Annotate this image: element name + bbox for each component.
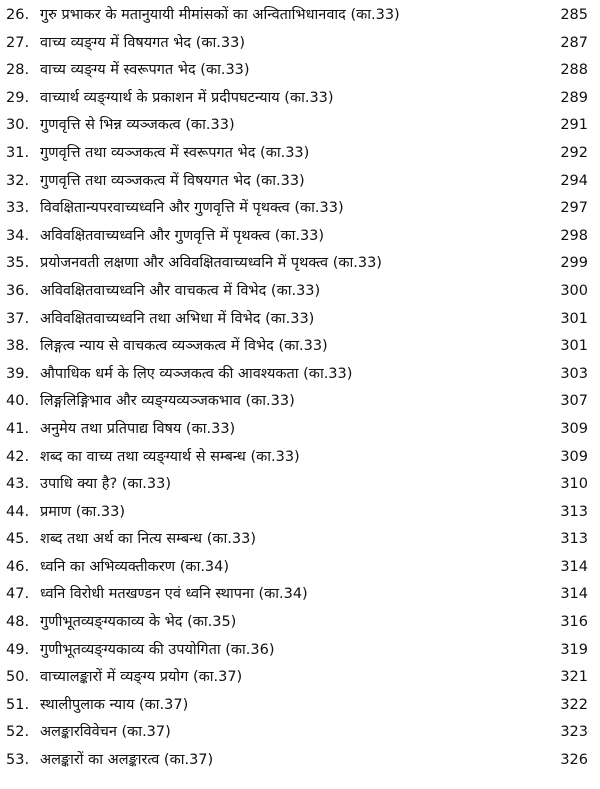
toc-entry-number: 41. bbox=[6, 420, 30, 437]
toc-entry-number: 53. bbox=[6, 752, 30, 769]
toc-entry-page-number: 288 bbox=[560, 62, 588, 79]
toc-entry-title: अविवक्षितवाच्यध्वनि तथा अभिधा में विभेद (का.33) bbox=[40, 310, 315, 327]
toc-entry-page-number: 310 bbox=[560, 476, 588, 493]
toc-entry-number: 27. bbox=[6, 34, 30, 51]
toc-entry-title: शब्द का वाच्य तथा व्यङ्ग्यार्थ से सम्बन्ध (का.33) bbox=[40, 448, 300, 465]
toc-entry-number: 28. bbox=[6, 62, 30, 79]
toc-entry-number: 33. bbox=[6, 200, 30, 217]
toc-entry-title: गुणवृत्ति से भिन्न व्यञ्जकत्व (का.33) bbox=[40, 117, 235, 134]
toc-entry-title: विवक्षितान्यपरवाच्यध्वनि और गुणवृत्ति में पृथक्त्व (का.33) bbox=[40, 200, 344, 217]
toc-entry-number: 45. bbox=[6, 531, 30, 548]
toc-entry-number: 51. bbox=[6, 696, 30, 713]
toc-entry-page-number: 301 bbox=[560, 338, 588, 355]
toc-entry-page-number: 285 bbox=[560, 7, 588, 23]
toc-entry-number: 50. bbox=[6, 669, 30, 686]
toc-entry-number: 43. bbox=[6, 476, 30, 493]
toc-entry-title: गुरु प्रभाकर के मतानुयायी मीमांसकों का अन्विताभिधानवाद (का.33) bbox=[40, 7, 400, 23]
toc-entry-title: अलङ्कारविवेचन (का.37) bbox=[40, 724, 171, 741]
toc-entry-page-number: 319 bbox=[560, 641, 588, 658]
toc-entry-page-number: 303 bbox=[560, 365, 588, 382]
toc-entry-page-number: 314 bbox=[560, 558, 588, 575]
toc-entry-title: अविवक्षितवाच्यध्वनि और गुणवृत्ति में पृथक्त्व (का.33) bbox=[40, 227, 325, 244]
toc-entry-number: 40. bbox=[6, 393, 30, 410]
toc-entry-title: वाच्य व्यङ्ग्य में विषयगत भेद (का.33) bbox=[40, 34, 245, 51]
toc-entry-number: 39. bbox=[6, 365, 30, 382]
toc-entry-title: ध्वनि का अभिव्यक्तीकरण (का.34) bbox=[40, 558, 230, 575]
toc-entry-title: वाच्यालङ्कारों में व्यङ्ग्य प्रयोग (का.37) bbox=[40, 669, 243, 686]
toc-entry bbox=[0, 554, 600, 582]
toc-entry-title: वाच्य व्यङ्ग्य में स्वरूपगत भेद (का.33) bbox=[40, 62, 250, 79]
toc-entry-page-number: 321 bbox=[560, 669, 588, 686]
toc-entry bbox=[0, 637, 600, 665]
toc-entry-title: उपाधि क्या है? (का.33) bbox=[40, 476, 172, 493]
toc-entry bbox=[0, 85, 600, 113]
toc-entry-title: गुणीभूतव्यङ्ग्यकाव्य के भेद (का.35) bbox=[40, 614, 237, 631]
toc-entry-number: 30. bbox=[6, 117, 30, 134]
toc-entry-title: स्थालीपुलाक न्याय (का.37) bbox=[40, 696, 189, 713]
toc-entry-page-number: 300 bbox=[560, 282, 588, 299]
toc-entry-title: औपाधिक धर्म के लिए व्यञ्जकत्व की आवश्यकता (का.33) bbox=[40, 365, 353, 382]
toc-entry bbox=[0, 692, 600, 720]
toc-entry-page-number: 309 bbox=[560, 448, 588, 465]
toc-entry bbox=[0, 581, 600, 609]
toc-entry-page-number: 287 bbox=[560, 34, 588, 51]
toc-entry-number: 44. bbox=[6, 503, 30, 520]
toc-entry bbox=[0, 416, 600, 444]
toc-entry-title: शब्द तथा अर्थ का नित्य सम्बन्ध (का.33) bbox=[40, 531, 256, 548]
toc-entry-number: 47. bbox=[6, 586, 30, 603]
toc-entry-title: गुणवृत्ति तथा व्यञ्जकत्व में विषयगत भेद (का.33) bbox=[40, 172, 305, 189]
toc-entry-page-number: 323 bbox=[560, 724, 588, 741]
toc-entry bbox=[0, 388, 600, 416]
toc-entry bbox=[0, 747, 600, 775]
toc-entry-page-number: 322 bbox=[560, 696, 588, 713]
toc-entry-title: प्रयोजनवती लक्षणा और अविवक्षितवाच्यध्वनि में पृथक्त्व (का.33) bbox=[40, 255, 382, 272]
toc-entry bbox=[0, 112, 600, 140]
toc-entry-page-number: 297 bbox=[560, 200, 588, 217]
toc-entry-page-number: 316 bbox=[560, 614, 588, 631]
toc-entry-title: प्रमाण (का.33) bbox=[40, 503, 126, 520]
toc-entry-page-number: 309 bbox=[560, 420, 588, 437]
toc-entry-page-number: 298 bbox=[560, 227, 588, 244]
toc-entry-title: अनुमेय तथा प्रतिपाद्य विषय (का.33) bbox=[40, 420, 236, 437]
toc-entry-number: 32. bbox=[6, 172, 30, 189]
toc-entry-page-number: 314 bbox=[560, 586, 588, 603]
toc-entry bbox=[0, 223, 600, 251]
toc-entry bbox=[0, 57, 600, 85]
toc-entry-page-number: 294 bbox=[560, 172, 588, 189]
toc-entry-page-number: 301 bbox=[560, 310, 588, 327]
toc-entry bbox=[0, 664, 600, 692]
toc-entry-number: 34. bbox=[6, 227, 30, 244]
toc-entry-title: अविवक्षितवाच्यध्वनि और वाचकत्व में विभेद (का.33) bbox=[40, 282, 321, 299]
toc-entry bbox=[0, 140, 600, 168]
toc-entry-number: 36. bbox=[6, 282, 30, 299]
toc-entry bbox=[0, 333, 600, 361]
toc-entry bbox=[0, 30, 600, 58]
toc-entry-number: 31. bbox=[6, 144, 30, 161]
toc-entry bbox=[0, 250, 600, 278]
toc-entry-title: अलङ्कारों का अलङ्कारत्व (का.37) bbox=[40, 752, 214, 769]
toc-entry bbox=[0, 444, 600, 472]
toc-entry-number: 46. bbox=[6, 558, 30, 575]
toc-entry-title: लिङ्गलिङ्गिभाव और व्यङ्ग्यव्यञ्जकभाव (का.33) bbox=[40, 393, 295, 410]
toc-entry bbox=[0, 168, 600, 196]
toc-entry bbox=[0, 499, 600, 527]
table-of-contents bbox=[0, 2, 600, 775]
toc-entry-page-number: 326 bbox=[560, 752, 588, 769]
toc-entry-number: 52. bbox=[6, 724, 30, 741]
toc-entry bbox=[0, 278, 600, 306]
toc-entry-number: 37. bbox=[6, 310, 30, 327]
toc-entry-page-number: 289 bbox=[560, 89, 588, 106]
toc-entry-page-number: 299 bbox=[560, 255, 588, 272]
toc-entry-number: 48. bbox=[6, 614, 30, 631]
toc-entry bbox=[0, 361, 600, 389]
toc-entry bbox=[0, 306, 600, 334]
toc-entry-number: 29. bbox=[6, 89, 30, 106]
toc-entry-page-number: 307 bbox=[560, 393, 588, 410]
toc-entry-number: 49. bbox=[6, 641, 30, 658]
toc-entry-number: 42. bbox=[6, 448, 30, 465]
toc-entry-title: वाच्यार्थ व्यङ्ग्यार्थ के प्रकाशन में प्रदीपघटन्याय (का.33) bbox=[40, 89, 334, 106]
toc-entry-title: ध्वनि विरोधी मतखण्डन एवं ध्वनि स्थापना (का.34) bbox=[40, 586, 308, 603]
toc-entry bbox=[0, 719, 600, 747]
toc-entry-title: गुणीभूतव्यङ्ग्यकाव्य की उपयोगिता (का.36) bbox=[40, 641, 275, 658]
toc-entry-number: 26. bbox=[6, 7, 30, 23]
toc-entry bbox=[0, 2, 600, 30]
toc-entry-title: लिङ्गत्व न्याय से वाचकत्व व्यञ्जकत्व में विभेद (का.33) bbox=[40, 338, 328, 355]
toc-entry bbox=[0, 526, 600, 554]
toc-entry-page-number: 292 bbox=[560, 144, 588, 161]
toc-entry bbox=[0, 609, 600, 637]
toc-entry bbox=[0, 195, 600, 223]
toc-entry-page-number: 313 bbox=[560, 503, 588, 520]
toc-entry-page-number: 313 bbox=[560, 531, 588, 548]
toc-entry-title: गुणवृत्ति तथा व्यञ्जकत्व में स्वरूपगत भेद (का.33) bbox=[40, 144, 310, 161]
toc-entry-page-number: 291 bbox=[560, 117, 588, 134]
toc-entry bbox=[0, 471, 600, 499]
toc-entry-number: 38. bbox=[6, 338, 30, 355]
toc-entry-number: 35. bbox=[6, 255, 30, 272]
